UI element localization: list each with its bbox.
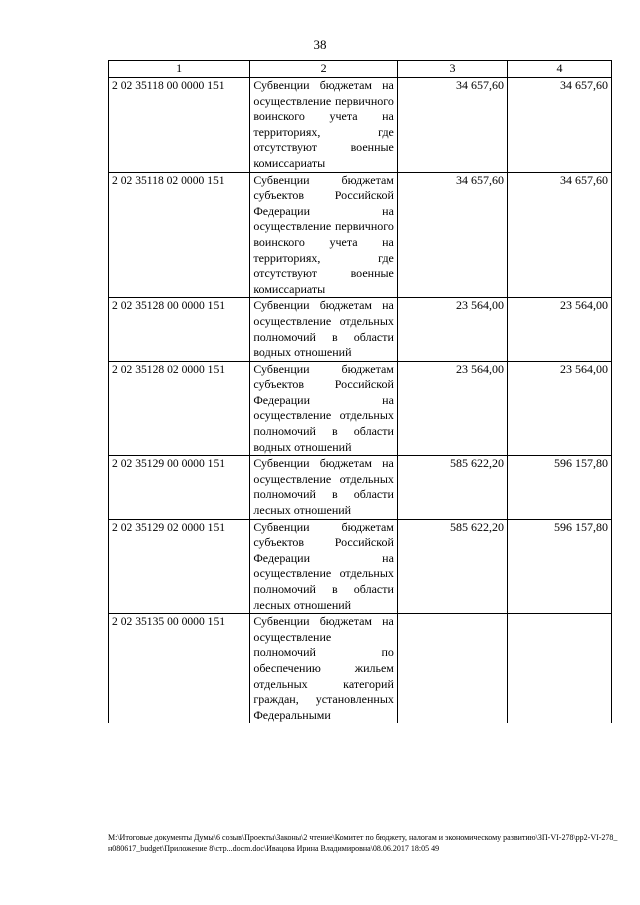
amount-cell-2: 23 564,00 xyxy=(508,298,612,361)
description-cell: Субвенции бюджетам субъектов Российской Федерации на осуществление отдельных полномочий в области водных отношений xyxy=(250,361,398,456)
column-header-1: 1 xyxy=(109,61,250,78)
amount-cell-1 xyxy=(397,614,507,724)
budget-code-cell: 2 02 35135 00 0000 151 xyxy=(109,614,250,724)
table-row xyxy=(109,298,612,361)
budget-code-cell: 2 02 35118 02 0000 151 xyxy=(109,172,250,298)
budget-code-cell: 2 02 35129 00 0000 151 xyxy=(109,456,250,519)
amount-cell-1: 585 622,20 xyxy=(397,519,507,614)
header-row xyxy=(109,61,612,78)
budget-code-cell: 2 02 35128 00 0000 151 xyxy=(109,298,250,361)
description-cell: Субвенции бюджетам на осуществление отдельных полномочий в области водных отношений xyxy=(250,298,398,361)
amount-cell-1: 23 564,00 xyxy=(397,298,507,361)
table-row xyxy=(109,519,612,614)
description-cell: Субвенции бюджетам субъектов Российской Федерации на осуществление первичного воинского учета на территориях, где отсутствуют военные комиссариаты xyxy=(250,172,398,298)
table-row xyxy=(109,78,612,173)
description-cell: Субвенции бюджетам на осуществление отдельных полномочий в области лесных отношений xyxy=(250,456,398,519)
table-row xyxy=(109,614,612,724)
table-row xyxy=(109,456,612,519)
amount-cell-1: 34 657,60 xyxy=(397,78,507,173)
amount-cell-2: 23 564,00 xyxy=(508,361,612,456)
column-header-2: 2 xyxy=(250,61,398,78)
description-cell: Субвенции бюджетам на осуществление полномочий по обеспечению жильем отдельных категорий граждан, установленных Федеральными xyxy=(250,614,398,724)
budget-code-cell: 2 02 35118 00 0000 151 xyxy=(109,78,250,173)
budget-code-cell: 2 02 35129 02 0000 151 xyxy=(109,519,250,614)
table-row xyxy=(109,172,612,298)
table-row xyxy=(109,361,612,456)
budget-code-cell: 2 02 35128 02 0000 151 xyxy=(109,361,250,456)
amount-cell-2: 596 157,80 xyxy=(508,456,612,519)
amount-cell-2 xyxy=(508,614,612,724)
amount-cell-2: 34 657,60 xyxy=(508,172,612,298)
page-number: 38 xyxy=(313,37,327,52)
budget-table xyxy=(108,60,612,723)
amount-cell-1: 34 657,60 xyxy=(397,172,507,298)
description-cell: Субвенции бюджетам на осуществление первичного воинского учета на территориях, где отсутствуют военные комиссариаты xyxy=(250,78,398,173)
document-path-footer: M:\Итоговые документы Думы\6 созыв\Проекты\Законы\2 чтение\Комитет по бюджету, налогам и экономическому развитию\ЗП-VI-278\рр2-VI-278_н080617_budget\Приложение 8\стр...docm.doc\Ивацова Ирина Владимировна\08.06.2017 18:05 49 xyxy=(108,833,618,853)
amount-cell-1: 23 564,00 xyxy=(397,361,507,456)
amount-cell-2: 34 657,60 xyxy=(508,78,612,173)
column-header-3: 3 xyxy=(397,61,507,78)
amount-cell-1: 585 622,20 xyxy=(397,456,507,519)
description-cell: Субвенции бюджетам субъектов Российской Федерации на осуществление отдельных полномочий в области лесных отношений xyxy=(250,519,398,614)
column-header-4: 4 xyxy=(508,61,612,78)
amount-cell-2: 596 157,80 xyxy=(508,519,612,614)
